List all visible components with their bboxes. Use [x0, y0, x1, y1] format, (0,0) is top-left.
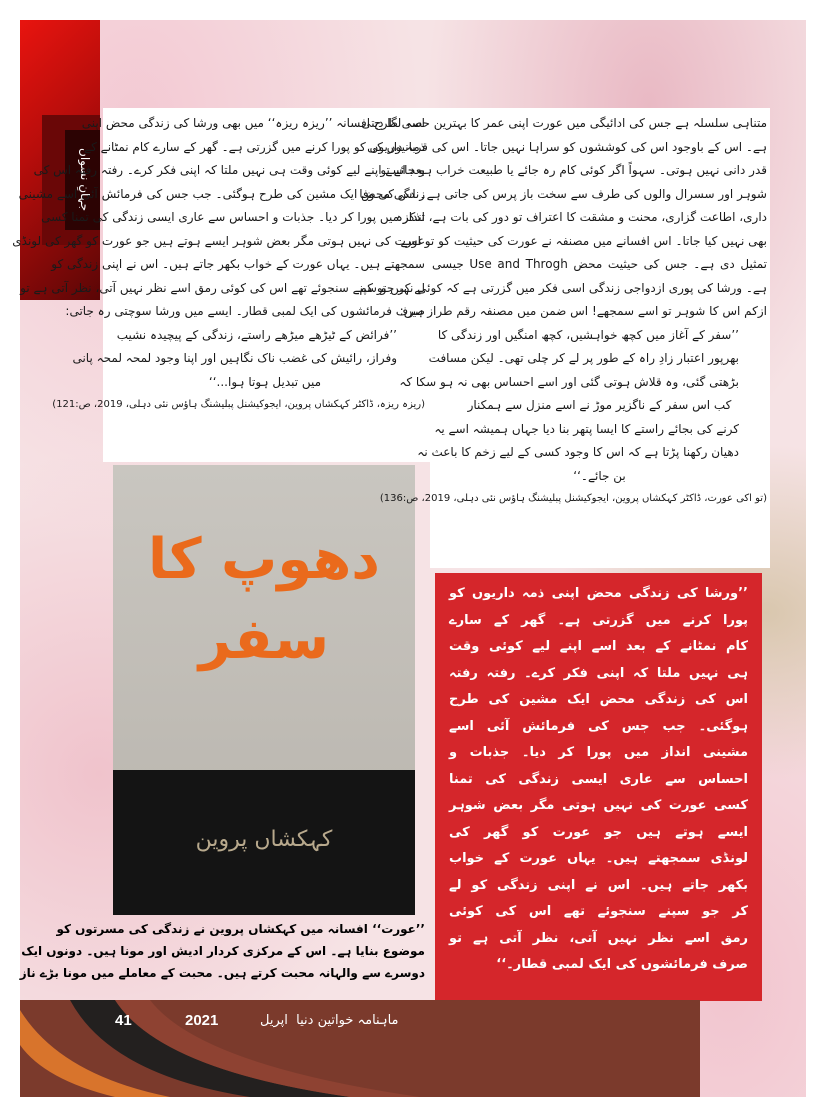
text-line: شوہر اور سسرال والوں کی طرف سے سخت باز پرس کی جاتی ہے۔ اس کی وفا — [359, 186, 767, 201]
block-quote — [399, 324, 767, 489]
text-line: ’’عورت‘‘ افسانہ میں کہکشاں پروین نے زندگی کی مسرتوں کو — [56, 922, 425, 936]
text-line: ذمہ داریوں کو پورا کرنے میں گزرتی ہے۔ گھر کے سارے کام نمٹانے کے — [84, 139, 425, 154]
text-line: کب اس سفر کے ناگزیر موڑ نے اسے منزل سے ہمکنار — [467, 398, 732, 412]
text-line: کسی عورت کی نہیں ہوتی مگر بعض شوہر — [449, 798, 748, 813]
magazine-info — [260, 1012, 399, 1030]
text-line: صرف فرمائشوں کی ایک لمبی قطار۔‘‘ — [496, 957, 748, 972]
text-line: بکھر جاتے ہیں۔ اس نے اپنی زندگی کو لے — [449, 877, 748, 893]
text-line: کرنے کی بجائے راستے کا ایسا پتھر بنا دیا جہاں ہمیشہ اسے یہ — [434, 421, 739, 436]
text-line: لے کر جو سپنے سنجوئے تھے اس کی کوئی رمق اسے نظر نہیں آتی، نظر آتی ہے تو — [20, 280, 425, 295]
body-paragraph — [359, 112, 767, 324]
text-line: ہی نہیں ملتا کہ اپنی فکر کرے۔ رفتہ رفتہ — [449, 665, 748, 681]
text-line: تمثیل دی ہے۔ جس کی حیثیت محض Use and Throgh جیسی — [432, 257, 767, 271]
text-line: انداز میں پورا کر دیا۔ جذبات و احساس سے عاری ایسی زندگی کی تمنا کسی — [41, 210, 425, 224]
footer-band — [20, 1000, 700, 1097]
page-number: 41 — [115, 1012, 132, 1029]
text-line: بعد اسے اپنے لیے کوئی وقت ہی نہیں ملتا کہ اپنی فکر کرے۔ رفتہ رفتہ اس کی — [33, 163, 425, 177]
block-quote — [72, 324, 425, 395]
text-line: پورا کرنے میں گزرتی ہے۔ گھر کے سارے — [449, 612, 748, 628]
text-line: ’’فرائض کے ٹیڑھے میڑھے راستے، زندگی کے پیچیدہ نشیب — [116, 327, 397, 342]
text-line: عورت کی نہیں ہوتی مگر بعض شوہر ایسے ہوتے ہیں جو عورت کو گھر کی لونڈی — [12, 233, 425, 248]
text-line: صرف فرمائشوں کی ایک لمبی قطار۔ ایسے میں ورشا سوچتی رہ جاتی: — [65, 304, 425, 318]
issue-year: 2021 — [185, 1012, 219, 1029]
text-line: دوسرے سے والہانہ محبت کرتے ہیں۔ محبت کے معاملے میں مونا بڑے ناز — [19, 966, 425, 980]
text-line: وفراز، رائیش کی غضب ناک نگاہیں اور اپنا وجود لمحہ لمحہ پانی — [72, 351, 397, 365]
text-line: ہے۔ ورشا کی پوری ازدواجی زندگی اسی فکر میں گزرتی ہے کہ کوئی نہیں تو کم — [359, 280, 767, 295]
text-line: رمق اسے نظر نہیں آتی، نظر آتی ہے تو — [449, 930, 748, 946]
text-line: بن جائے۔‘‘ — [573, 468, 626, 483]
book-author: کہکشاں پروین — [195, 827, 333, 852]
text-line: ہے۔ اس کے باوجود اس کی کوششوں کو سراہا نہیں جاتا۔ اس کی قربانیوں کی — [367, 139, 767, 154]
text-line: اس کی زندگی محض ایک مشین کی طرح — [449, 692, 748, 707]
text-line: ایسے ہوتے ہیں جو عورت کو گھر کی — [449, 824, 748, 840]
caption-paragraph — [19, 918, 425, 984]
text-line: قدر دانی نہیں ہوتی۔ سہواً اگر کوئی کام رہ جائے یا طبیعت خراب ہو جائے تو — [380, 163, 767, 177]
text-line: ہوگئی۔ جب جس کی فرمائش آئی اسے — [449, 718, 748, 734]
text-line: مشینی انداز میں پورا کر دیا۔ جذبات و — [449, 745, 748, 760]
text-line: متناہی سلسلہ ہے جس کی ادائیگی میں عورت اپنی عمر کا بہترین حصہ لگا دیتی — [361, 116, 767, 130]
book-cover-image — [113, 465, 415, 915]
magazine-name: ماہنامہ خواتین دنیا — [296, 1013, 399, 1028]
issue-month: اپریل — [260, 1013, 288, 1028]
text-line: ازکم اس کا شوہر تو اسے سمجھے! اس ضمن میں مصنفہ رقم طراز ہیں: — [399, 304, 767, 318]
section-label: جہانِ نسواں — [78, 148, 92, 212]
citation: (ریزہ ریزہ، ڈاکٹر کہکشاں پروین، ایجوکیشنل پبلیشنگ ہاؤس نئی دہلی، 2019، ص:121) — [52, 399, 425, 410]
text-line: میں تبدیل ہوتا ہوا...‘‘ — [208, 374, 322, 389]
text-line: سمجھتے ہیں۔ یہاں عورت کے خواب بکھر جاتے ہیں۔ اس نے اپنی زندگی کو — [51, 257, 425, 271]
book-title: دھوپ کا سفر — [147, 527, 381, 672]
text-line: داری، اطاعت گزاری، محنت و مشقت کا اعتراف تو دور کی بات ہے، تذکرہ — [395, 210, 767, 224]
text-line: کر جو سپنے سنجوئے تھے اس کی کوئی — [449, 904, 748, 919]
text-line: ’’ورشا کی زندگی محض اپنی ذمہ داریوں کو — [449, 586, 748, 601]
right-column — [359, 112, 767, 510]
text-line: موضوع بنایا ہے۔ اس کے مرکزی کردار ادیش اور مونا ہیں۔ دونوں ایک — [21, 944, 425, 958]
citation: (تو اکی عورت، ڈاکٹر کہکشاں پروین، ایجوکیشنل پبلیشنگ ہاؤس نئی دہلی، 2019، ص:136) — [379, 493, 767, 504]
text-line: لونڈی سمجھتے ہیں۔ یہاں عورت کے خواب — [449, 851, 748, 866]
text-line: بھرپور اعتبار زادِ راہ کے طور پر لے کر چلی تھی۔ لیکن مسافت — [428, 351, 739, 365]
text-line: بھی نہیں کیا جاتا۔ اس افسانے میں مصنفہ نے عورت کی حیثیت کو تو اسے — [400, 233, 767, 248]
magazine-page — [12, 20, 806, 1097]
text-line: احساس سے عاری ایسی زندگی کی تمنا — [449, 771, 748, 787]
text-line: زندگی محض ایک مشین کی طرح ہوگئی۔ جب جس کی فرمائش آئی اسے مشینی — [18, 186, 425, 201]
text-line: بڑھتی گئی، وہ قلاش ہوتی گئی اور اسے احساس بھی نہ ہو سکا کہ — [399, 374, 739, 389]
text-line: اسی طرح افسانہ ’’ریزہ ریزہ‘‘ میں بھی ورشا کی زندگی محض اپنی — [81, 116, 425, 130]
text-line: دھیان رکھنا پڑتا ہے کہ اس کا وجود کسی کے لیے زخم کا باعث نہ — [417, 445, 739, 459]
pull-quote-box — [435, 573, 762, 1001]
text-line: کام نمٹانے کے بعد اسے اپنے لیے کوئی وقت — [449, 639, 748, 654]
text-line: ’’سفر کے آغاز میں کچھ خواہشیں، کچھ امنگیں اور زندگی کا — [437, 327, 739, 342]
